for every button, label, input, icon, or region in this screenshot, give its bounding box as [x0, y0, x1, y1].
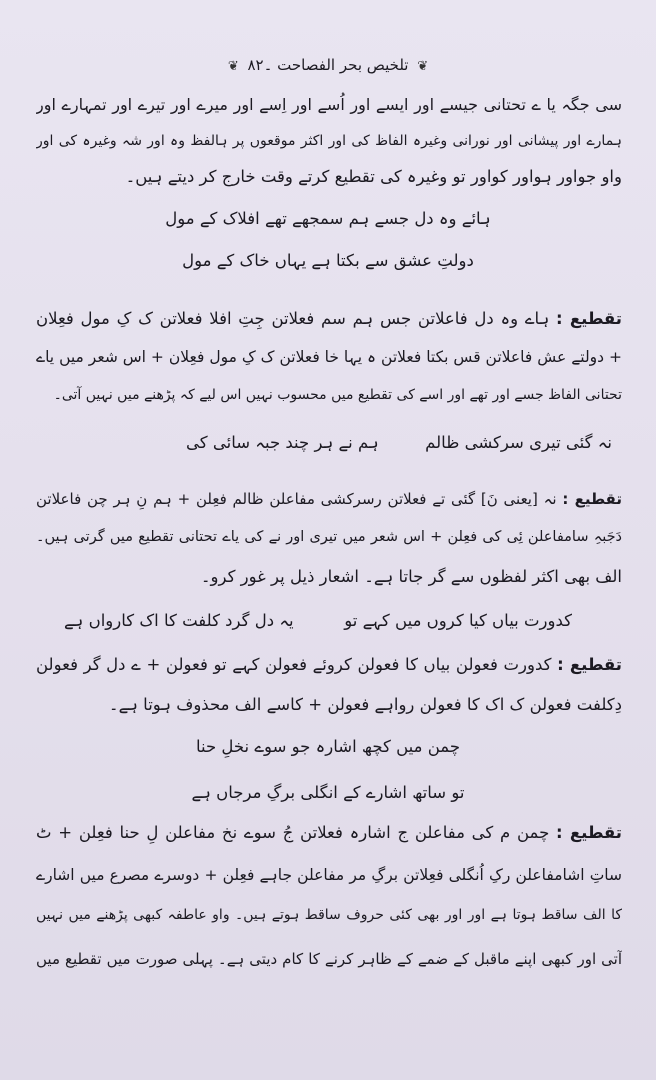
verse-misra-first: نہ گئی تیری سرکشی ظالم — [425, 433, 612, 452]
taqti-label: تقطیع : — [556, 823, 622, 842]
ornament-left-icon: ❦ — [227, 59, 239, 74]
taqti-text: چمن م کی مفاعلن ج اشارہ فعلاتن جُ سوے نخ مفاعلن لِ حنا فعِلن + ٹ — [36, 823, 550, 842]
text-line: دِکلفت فعولن ک اک کا فعولن رواہے فعولن + کاسے الف محذوف ہوتا ہے۔ — [108, 695, 622, 714]
taqti-line — [36, 304, 622, 334]
taqti-text: نہ [یعنی نَ] گئی تے فعلاتن رسرکشی مفاعلن ظالم فعِلن + ہم نِ ہر چن فاعلاتن — [36, 490, 557, 508]
taqti-label: تقطیع : — [562, 490, 622, 508]
taqti-line — [36, 484, 622, 514]
taqti-line — [36, 818, 622, 848]
taqti-text: ہاے وہ دل فاعلاتن جس ہم سم فعلاتن جِتِ افلا فعلاتن ک کِ مول فعِلان — [36, 309, 550, 328]
taqti-text: کدورت فعولن بیاں کا فعولن کروئے فعولن کہے تو فعولن + ے دل گر فعولن — [36, 655, 552, 674]
verse-misra-second: ہم نے ہر چند جبہ سائی کی — [186, 433, 379, 452]
text-line: ساتِ اشامفاعلن رکِ اُنگلی فعِلاتن برگِ مر مفاعلن جاہے فعِلن + دوسرے مصرع میں اشارے — [36, 866, 622, 884]
running-title: تلخیص بحر الفصاحت ۔۸۲ — [247, 56, 409, 74]
ornament-right-icon: ❦ — [417, 59, 429, 74]
verse-line: چمن میں کچھ اشارہ جو سوے نخلِ حنا — [195, 737, 461, 756]
verse-couplet — [36, 428, 622, 458]
taqti-label: تقطیع : — [556, 309, 622, 328]
text-line: سی جگہ یا ے تحتانی جیسے اور ایسے اور اُسے اور اِسے اور میرے اور تیرے اور تمہارے اور — [36, 95, 622, 114]
verse-line: ہائے وہ دل جسے ہم سمجھے تھے افلاک کے مول — [165, 209, 491, 228]
text-line: واو جواور ہواور کواور تو وغیرہ کی تقطیع کرتے وقت خارج کر دیتے ہیں۔ — [125, 167, 622, 186]
text-line: تحتانی الفاظ جسے اور تھے اور اسے کی تقطیع میں محسوب نہیں اس لیے کہ پڑھنے میں نہیں آتی۔ — [53, 387, 622, 403]
verse-couplet — [36, 606, 622, 636]
text-line: الف بھی اکثر لفظوں سے گر جاتا ہے۔ اشعار ذیل پر غور کرو۔ — [200, 567, 622, 586]
text-line: ہمارے اور پیشانی اور نورانی وغیرہ الفاظ کی اور اکثر موقعوں پر ہالفظ وہ اور شہ وغیرہ کی اور — [36, 133, 622, 149]
verse-line: دولتِ عشق سے بکتا ہے یہاں خاک کے مول — [182, 251, 474, 270]
verse-misra-first: کدورت بیاں کیا کروں میں کہے تو — [344, 611, 572, 630]
taqti-label: تقطیع : — [557, 655, 622, 674]
text-line: آتی اور کبھی اپنے ماقبل کے ضمے کے ظاہر کرنے کا کام دیتی ہے۔ پہلی صورت میں تقطیع میں — [36, 950, 622, 968]
text-line: + دولتے عش فاعلاتن قس بکتا فعلاتن ہ یہا خا فعلاتن ک کِ مول فعِلان + اس شعر میں یاے — [36, 348, 622, 366]
page-header — [0, 56, 656, 74]
verse-line: تو ساتھ اشارے کے انگلی برگِ مرجاں ہے — [191, 783, 465, 802]
text-line: کا الف ساقط ہوتا ہے اور اور بھی کئی حروف ساقط ہوتے ہیں۔ واو عاطفہ کبھی پڑھنے میں نہیں — [36, 907, 622, 923]
taqti-line — [36, 650, 622, 680]
text-line: دَجَبہِ سامفاعلن ئِی کی فعِلن + اس شعر میں تیری اور نے کی یاے تحتانی تقطیع میں گرتی ہیں۔ — [36, 529, 622, 545]
verse-misra-second: یہ دل گرد کلفت کا اک کارواں ہے — [64, 611, 294, 630]
